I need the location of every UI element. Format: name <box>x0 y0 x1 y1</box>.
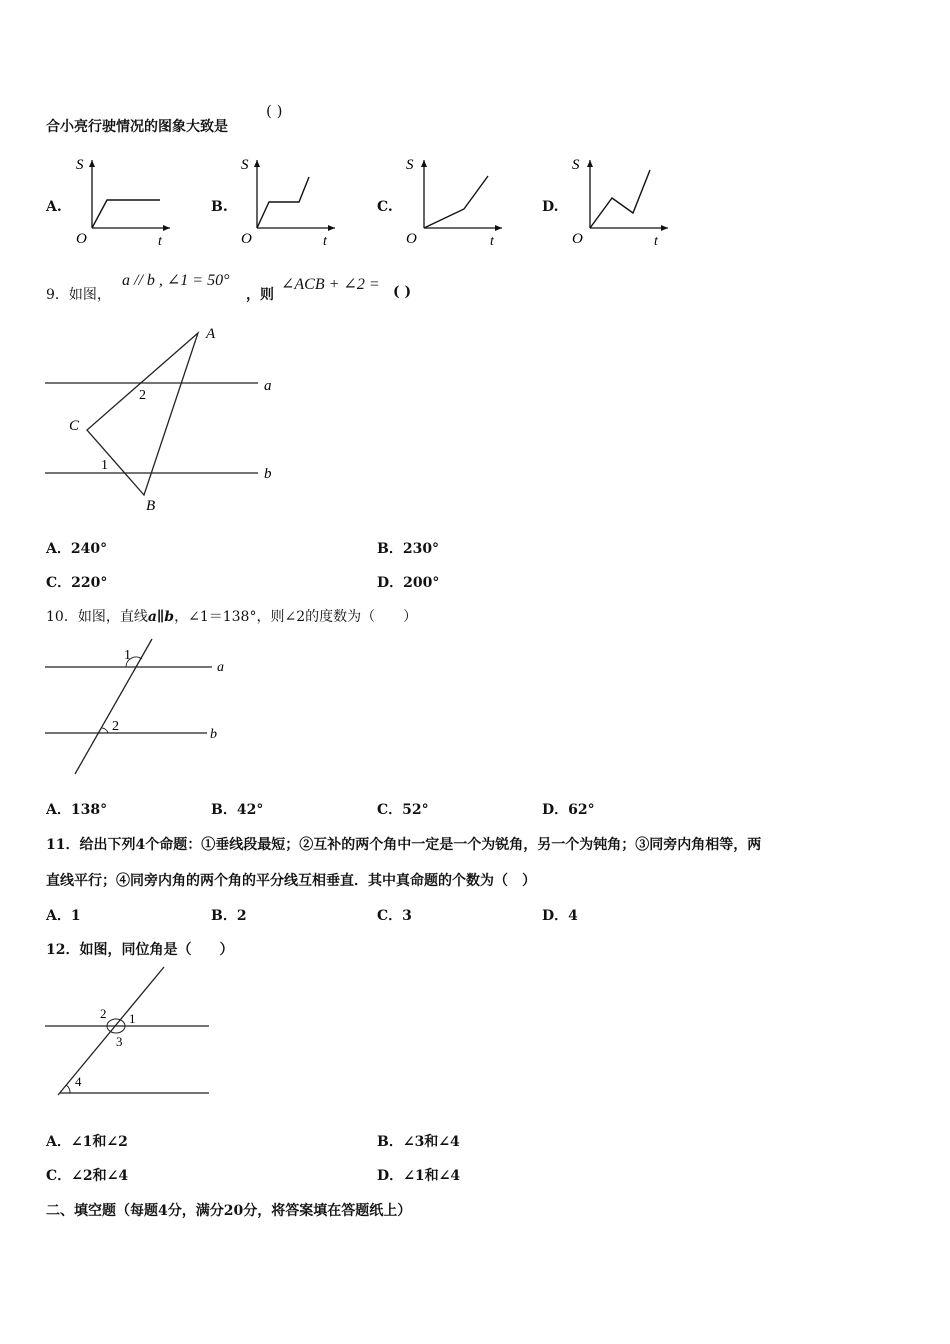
q8-d-axis-s: S <box>572 157 580 173</box>
q8-option-c-label: C. <box>377 199 393 215</box>
q8-b-axis-o: O <box>241 231 252 247</box>
q10-angle-1: 1 <box>124 648 131 663</box>
q11-option-b: B．2 <box>211 908 247 924</box>
q10-option-d: D．62° <box>542 802 595 818</box>
q10-option-b: B．42° <box>211 802 264 818</box>
q11-line-1: 11．给出下列4个命题：①垂线段最短；②互补的两个角中一定是一个为锐角，另一个为钝角；③同旁内角相等，两 <box>46 837 762 853</box>
q9-point-b: B <box>146 498 156 514</box>
q8-option-d-label: D. <box>542 199 559 215</box>
q11-line-2: 直线平行；④同旁内角的两个角的平分线互相垂直．其中真命题的个数为（ ） <box>46 873 536 889</box>
q9-point-a: A <box>206 326 216 342</box>
q10-line-a: a <box>217 660 224 675</box>
q9-prefix: 9．如图， <box>46 287 111 303</box>
q10-ab: a∥b <box>147 609 175 625</box>
q8-answer-paren: ( ) <box>266 102 283 120</box>
q8-d-axis-t: t <box>654 234 658 249</box>
q9-option-b: B．230° <box>377 541 440 557</box>
q11-option-d: D．4 <box>542 908 578 924</box>
q10-angle-2: 2 <box>112 719 119 734</box>
q8-graph-d <box>568 150 678 250</box>
q12-angle-3: 3 <box>116 1034 123 1049</box>
q10-option-a: A．138° <box>46 802 108 818</box>
q8-a-axis-o: O <box>76 231 87 247</box>
q9-line-b: b <box>264 466 272 482</box>
q9-figure <box>40 318 290 518</box>
q12-angle-1: 1 <box>129 1011 136 1026</box>
q9-angle-2: 2 <box>139 388 146 403</box>
q8-option-b-label: B. <box>211 199 228 215</box>
q9-option-a: A．240° <box>46 541 108 557</box>
q8-text: 合小亮行驶情况的图象大致是 <box>46 119 228 135</box>
q9-mid: ，则 <box>246 287 274 303</box>
q8-b-axis-s: S <box>241 157 249 173</box>
q9-expression: ∠ACB + ∠2 = <box>281 276 380 293</box>
q12-option-c: C．∠2和∠4 <box>46 1168 129 1184</box>
q10-text <box>46 606 417 626</box>
section-2-heading: 二、填空题（每题4分，满分20分，将答案填在答题纸上） <box>46 1203 412 1219</box>
q12-angle-2: 2 <box>100 1006 107 1021</box>
q10-line-b: b <box>210 727 217 742</box>
q12-option-b: B．∠3和∠4 <box>377 1134 460 1150</box>
q12-figure <box>40 964 220 1099</box>
q9-line-a: a <box>264 378 272 394</box>
q10-rest: ，∠1＝138°，则∠2的度数为（ ） <box>174 609 418 625</box>
q10-option-c: C．52° <box>377 802 429 818</box>
q12-option-d: D．∠1和∠4 <box>377 1168 461 1184</box>
q8-b-axis-t: t <box>323 234 327 249</box>
q10-figure <box>40 636 240 781</box>
q8-c-axis-o: O <box>406 231 417 247</box>
q9-given: a // b , ∠1 = 50° <box>122 272 230 289</box>
q12-option-a: A．∠1和∠2 <box>46 1134 128 1150</box>
q8-c-axis-s: S <box>406 157 414 173</box>
q9-angle-1: 1 <box>101 458 108 473</box>
q10-prefix: 10．如图，直线 <box>46 609 148 625</box>
q12-angle-4: 4 <box>75 1074 82 1089</box>
q9-option-c: C．220° <box>46 575 108 591</box>
q11-option-c: C．3 <box>377 908 412 924</box>
q8-option-a-label: A. <box>46 199 62 215</box>
q8-d-axis-o: O <box>572 231 583 247</box>
q8-a-axis-s: S <box>76 157 84 173</box>
q8-graph-c <box>402 150 512 250</box>
q9-answer-paren: ( ) <box>393 284 412 300</box>
q8-graph-a <box>70 150 180 250</box>
q12-text: 12．如图，同位角是（ ） <box>46 942 234 958</box>
q11-option-a: A．1 <box>46 908 81 924</box>
q8-graph-b <box>235 150 345 250</box>
q8-a-axis-t: t <box>158 234 162 249</box>
q8-c-axis-t: t <box>490 234 494 249</box>
q9-point-c: C <box>69 418 80 434</box>
q9-option-d: D．200° <box>377 575 440 591</box>
